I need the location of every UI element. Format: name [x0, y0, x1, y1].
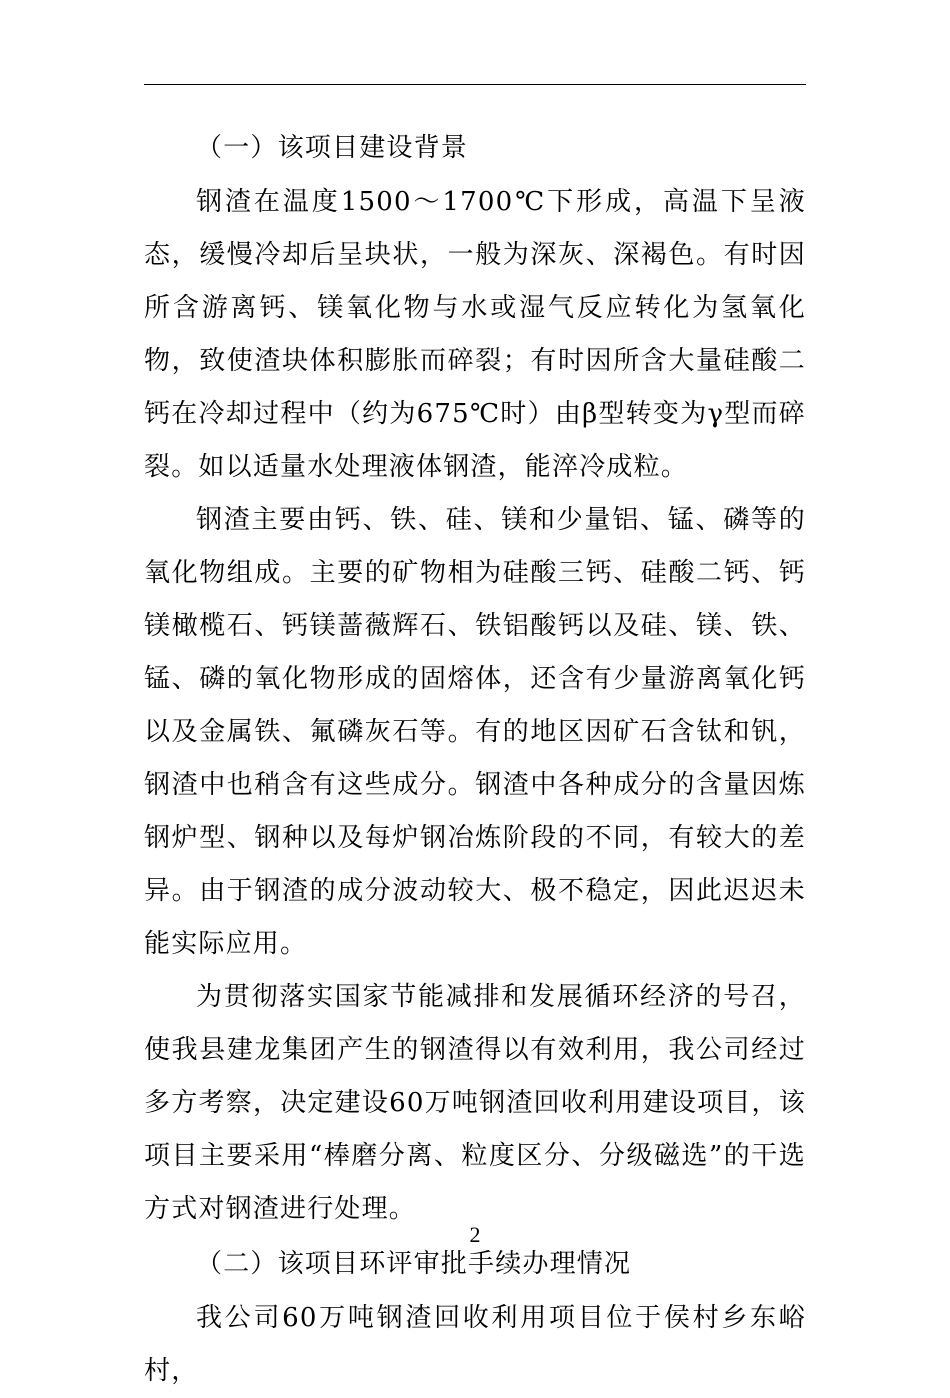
document-body: [144, 120, 806, 1398]
section-heading-1: （一）该项目建设背景: [196, 133, 469, 163]
section-heading-2: （二）该项目环评审批手续办理情况: [196, 1249, 632, 1279]
paragraph-2: 钢渣主要由钙、铁、硅、镁和少量铝、锰、磷等的氧化物组成。主要的矿物相为硅酸三钙、硅酸二钙、钙镁橄榄石、钙镁蔷薇辉石、铁铝酸钙以及硅、镁、铁、锰、磷的氧化物形成的固熔体，还含有少量游离氧化钙以及金属铁、氟磷灰石等。有的地区因矿石含钛和钒，钢渣中也稍含有这些成分。钢渣中各种成分的含量因炼钢炉型、钢种以及每炉钢冶炼阶段的不同，有较大的差异。由于钢渣的成分波动较大、极不稳定，因此迟迟未能实际应用。: [144, 505, 806, 959]
page-number: 2: [469, 1222, 481, 1247]
header-rule: [144, 84, 806, 85]
paragraph-1: 钢渣在温度1500～1700℃下形成，高温下呈液态，缓慢冷却后呈块状，一般为深灰、深褐色。有时因所含游离钙、镁氧化物与水或湿气反应转化为氢氧化物，致使渣块体积膨胀而碎裂；有时因所含大量硅酸二钙在冷却过程中（约为675℃时）由β型转变为γ型而碎裂。如以适量水处理液体钢渣，能淬冷成粒。: [144, 187, 806, 482]
paragraph-4: 我公司60万吨钢渣回收利用项目位于侯村乡东峪村，: [144, 1303, 806, 1386]
paragraph-3: 为贯彻落实国家节能减排和发展循环经济的号召，使我县建龙集团产生的钢渣得以有效利用，我公司经过多方考察，决定建设60万吨钢渣回收利用建设项目，该项目主要采用“棒磨分离、粒度区分、分级磁选”的干选方式对钢渣进行处理。: [144, 982, 806, 1224]
